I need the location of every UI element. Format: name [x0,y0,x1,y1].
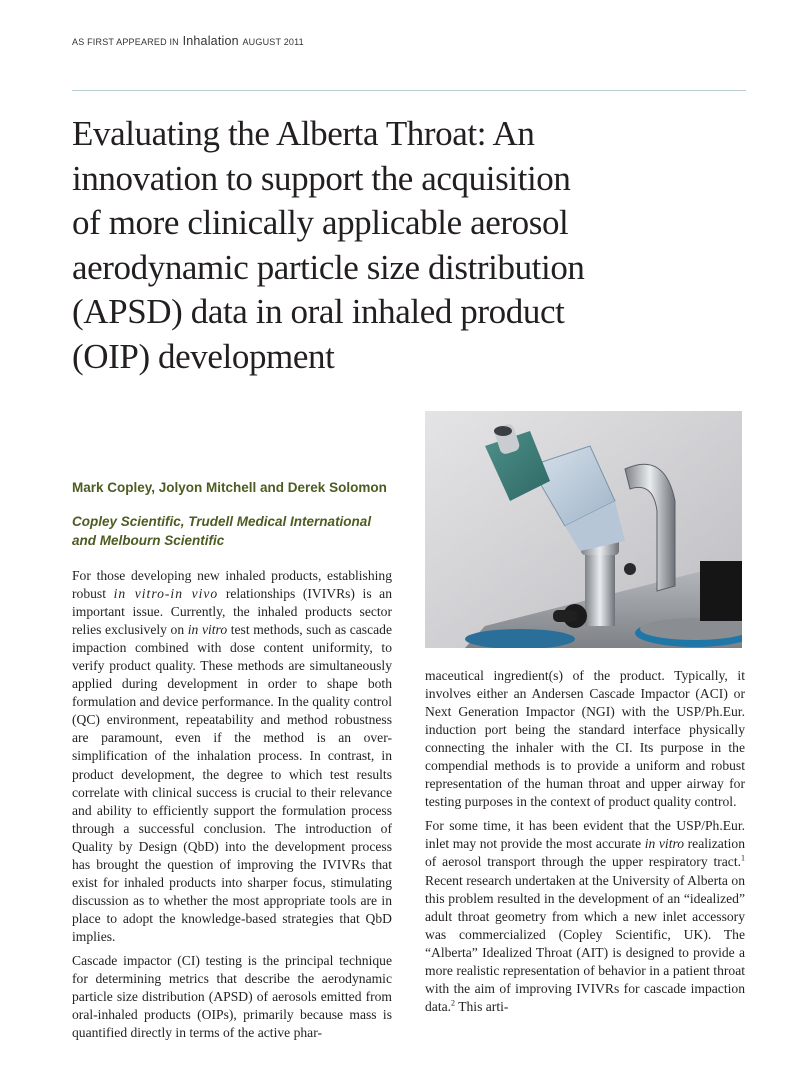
header-divider [72,90,746,91]
author-names: Mark Copley, Jolyon Mitchell and Derek Solomon [72,480,387,495]
text-run: This arti- [455,998,509,1014]
product-photo [425,411,742,648]
text-run: realization of aerosol transport through the upper respiratory tract. [425,836,745,870]
header-as-first: AS FIRST APPEARED IN [72,37,179,47]
paragraph [425,817,745,1016]
paragraph [72,567,392,946]
throat-apparatus-illustration [425,411,742,648]
title-line: (OIP) development [72,336,335,376]
footnote-ref: 2 [451,998,456,1008]
header-date: AUGUST 2011 [242,37,304,47]
text-run: Recent research undertaken at the University of Alberta on this problem resulted in the development of an “idealized” adult throat geometry from which a new inlet accessory was commercialized (Copley Scientific, UK). The “Alberta” Idealized Throat (AIT) is designed to provide a more realistic representation of behavior in a patient throat with the aim of improving IVIVRs for cascade impaction data. [425,872,745,1014]
italic-term: in vitro [644,836,685,852]
body-column-right [425,667,745,1022]
body-column-left [72,567,392,1048]
text-run: test methods, such as cascade impaction combined with dose content uniformity, to verify product quality. These methods are simultaneously applied during development in order to shape both formulation and device performance. In the quality control (QC) environment, repeatability and method robustness are paramount, even if the method is an over-simplification of the inhalation process. In contrast, in product development, the degree to which test results correlate with clinical success is crucial to their relevance and ability to efficiently support the formulation process through a successful conclusion. The introduction of Quality by Design (QbD) into the development process has brought the question of improving the IVIVRs that exist for inhaled products into sharper focus, stimulating discussion as to whether the most appropriate tools are in place to adopt the knowledge-based strategies that QbD implies. [72,622,392,944]
header-journal: Inhalation [182,34,239,48]
text-run: relationships (IVIVRs) is an important issue. Currently, the inhaled products sector relies exclusively on [72,586,393,638]
paragraph: maceutical ingredient(s) of the product. Typically, it involves either an Andersen Cascade Impactor (ACI) or Next Generation Impactor (NGI) with the USP/Ph.Eur. induction port being the standard interface physically connecting the inhaler with the CI. Its purpose in the compendial methods is to provide a uniform and robust representation of the human throat and upper airway for testing purposes in the context of product quality control. [425,668,745,810]
title-line: aerodynamic particle size distribution [72,247,585,287]
paragraph: Cascade impactor (CI) testing is the principal technique for determining metrics that describe the aerodynamic particle size distribution (APSD) of aerosols emitted from oral-inhaled products (OIPs), primarily because mass is quantified directly in terms of the active phar- [72,952,392,1041]
italic-term: in vitro [187,622,228,638]
running-header [72,34,304,48]
text-run: For those developing new inhaled products, establishing robust [72,568,392,602]
footnote-ref: 1 [741,853,745,863]
text-run: For some time, it has been evident that the USP/Ph.Eur. inlet may not provide the most accurate [425,818,745,852]
article-title [72,112,752,379]
title-line: (APSD) data in oral inhaled product [72,292,565,331]
italic-term: in vitro-in vivo [113,586,219,602]
title-line: of more clinically applicable aerosol [72,203,569,242]
title-line: Evaluating the Alberta Throat: An [72,114,535,153]
author-affiliations: Copley Scientific, Trudell Medical International and Melbourn Scientific [72,514,372,548]
title-line: innovation to support the acquisition [72,158,571,198]
